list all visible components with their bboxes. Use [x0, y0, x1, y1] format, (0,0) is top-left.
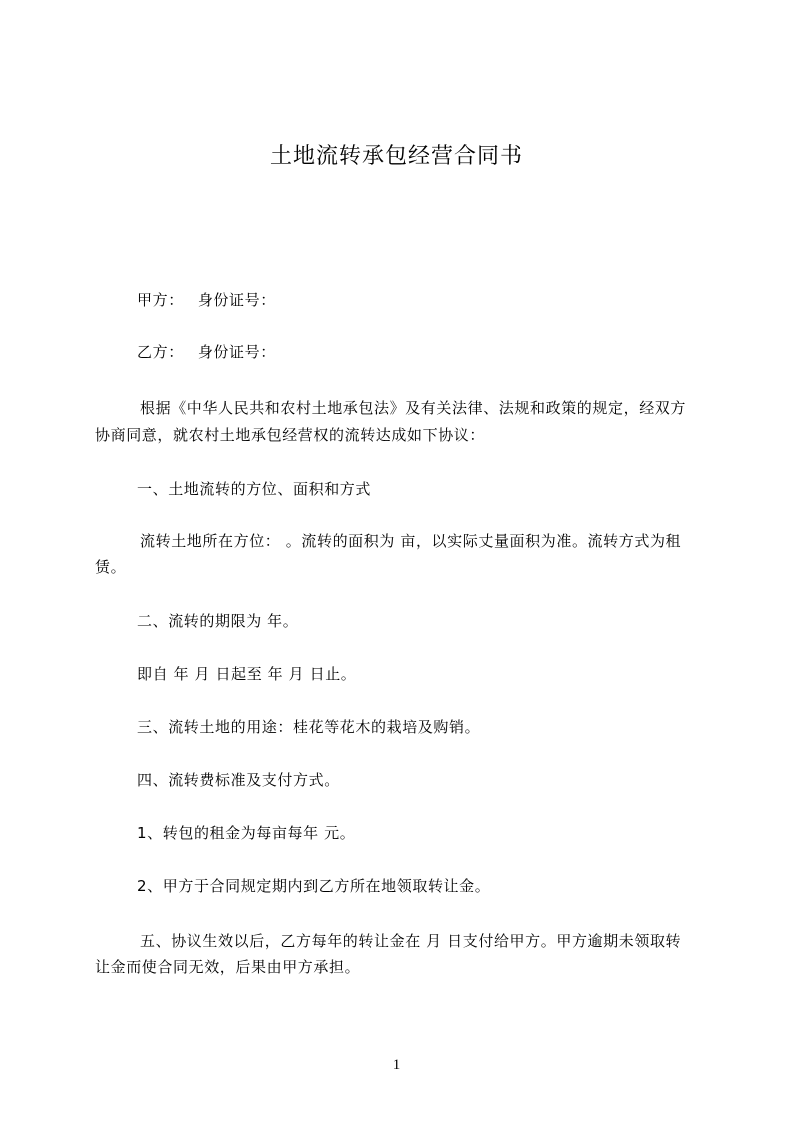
party-b-label: 乙方：: [137, 343, 184, 361]
party-b-line: [137, 339, 276, 365]
page-number: 1: [392, 1057, 401, 1073]
section3-text: 三、流转土地的用途：桂花等花木的栽培及购销。: [137, 718, 481, 736]
section1-body-line-2: 赁。: [95, 558, 127, 576]
section4-item-2: 2、甲方于合同规定期内到乙方所在地领取转让金。: [137, 877, 491, 895]
document-title: 土地流转承包经营合同书: [269, 144, 523, 169]
section5-line-2: 让金而使合同无效，后果由甲方承担。: [95, 958, 361, 976]
section5-line-1: 五、协议生效以后，乙方每年的转让金在 月 日支付给甲方。甲方逾期未领取转: [140, 932, 682, 950]
party-a-label: 甲方：: [137, 291, 184, 309]
section2-body: 即自 年 月 日起至 年 月 日止。: [137, 665, 357, 683]
section4-item-1: 1、转包的租金为每亩每年 元。: [137, 824, 356, 842]
preamble-line-1: 根据《中华人民共和农村土地承包法》及有关法律、法规和政策的规定，经双方: [140, 399, 687, 417]
party-b-id-label: 身份证号：: [197, 343, 276, 361]
preamble-line-2: 协商同意，就农村土地承包经营权的流转达成如下协议：: [95, 426, 486, 444]
section1-heading: 一、土地流转的方位、面积和方式: [137, 480, 372, 498]
party-a-id-label: 身份证号：: [197, 291, 276, 309]
section4-heading: 四、流转费标准及支付方式。: [137, 771, 340, 789]
party-a-line: [137, 287, 276, 313]
section1-body-line-1: 流转土地所在方位： 。流转的面积为 亩，以实际丈量面积为准。流转方式为租: [140, 532, 682, 550]
section2-heading: 二、流转的期限为 年。: [137, 612, 299, 630]
